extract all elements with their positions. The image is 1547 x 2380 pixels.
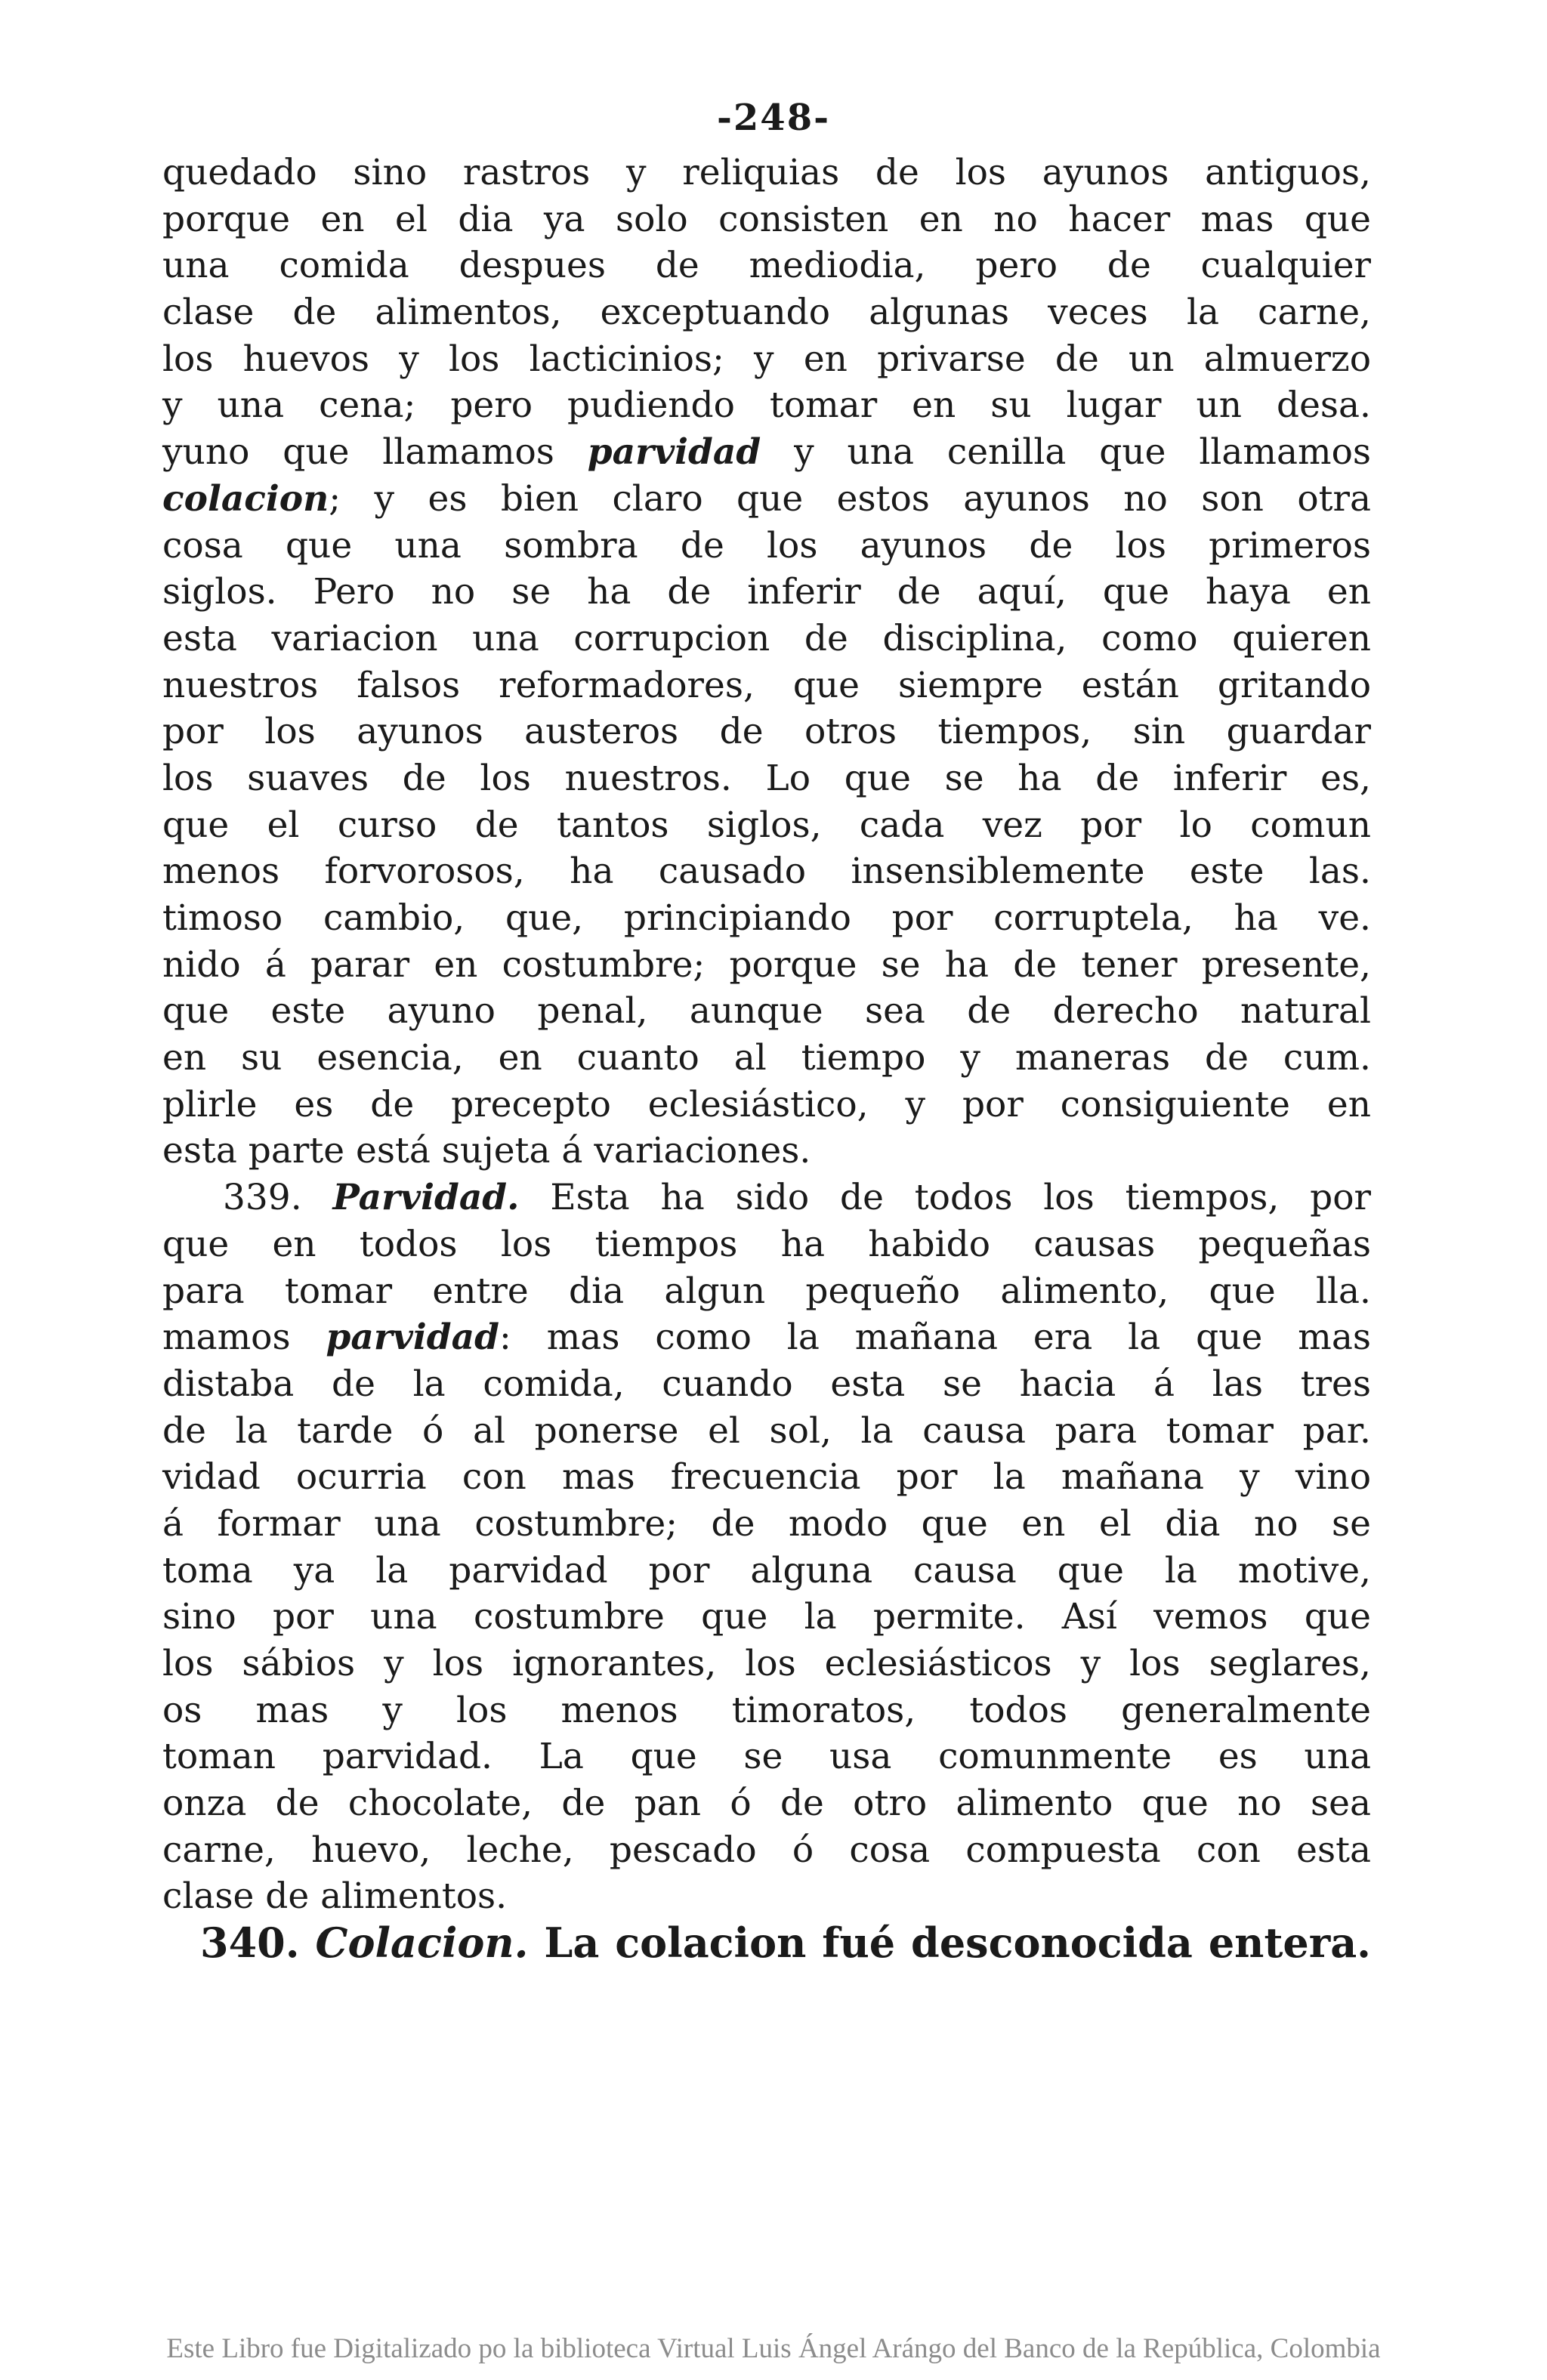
emphasized-term: parvidad (326, 1317, 499, 1359)
section-title: Parvidad. (332, 1177, 520, 1219)
text-line: clase de alimentos. (162, 1875, 508, 1918)
text-line: onza de chocolate, de pan ó de otro alimento que no sea (162, 1783, 1371, 1825)
section-339-first-line (162, 1175, 1371, 1221)
text-fragment: y una cenilla que llamamos (761, 431, 1371, 474)
text-line: menos forvorosos, ha causado insensiblemente este las. (162, 850, 1371, 893)
section-number: 340. (200, 1919, 300, 1968)
text-line: por los ayunos austeros de otros tiempos, sin guardar (162, 711, 1371, 753)
text-line: toman parvidad. La que se usa comunmente es una (162, 1736, 1371, 1778)
text-line: os mas y los menos timoratos, todos generalmente (162, 1689, 1371, 1731)
text-line: clase de alimentos, exceptuando algunas veces la carne, (162, 292, 1371, 334)
text-line (162, 476, 1371, 523)
text-line: plirle es de precepto eclesiástico, y por consiguiente en (162, 1083, 1371, 1125)
text-line: los huevos y los lacticinios; y en privarse de un almuerzo (162, 338, 1371, 380)
text-fragment: yuno que llamamos (162, 431, 588, 474)
emphasized-term: parvidad (587, 431, 761, 474)
text-fragment: ; y es bien claro que estos ayunos no son otra (329, 477, 1371, 520)
text-line (162, 1314, 1371, 1361)
text-line: siglos. Pero no se ha de inferir de aquí, que haya en (162, 571, 1371, 613)
text-line: nuestros falsos reformadores, que siempre están gritando (162, 664, 1371, 706)
text-line: vidad ocurria con mas frecuencia por la mañana y vino (162, 1456, 1371, 1499)
text-line: una comida despues de mediodia, pero de cualquier (162, 245, 1371, 287)
text-line: sino por una costumbre que la permite. Así vemos que (162, 1596, 1371, 1638)
text-line: á formar una costumbre; de modo que en el dia no se (162, 1502, 1371, 1545)
text-line: y una cena; pero pudiendo tomar en su lugar un desa. (162, 384, 1371, 427)
text-line: para tomar entre dia algun pequeño alimento, que lla. (162, 1270, 1371, 1312)
text-line: esta parte está sujeta á variaciones. (162, 1130, 811, 1172)
text-line: nido á parar en costumbre; porque se ha de tener presente, (162, 943, 1371, 986)
text-fragment: Esta ha sido de todos los tiempos, por (519, 1177, 1371, 1219)
text-line: que este ayuno penal, aunque sea de derecho natural (162, 990, 1371, 1033)
text-line: cosa que una sombra de los ayunos de los primeros (162, 524, 1371, 566)
body-text (162, 150, 1371, 1967)
text-line: los sábios y los ignorantes, los eclesiásticos y los seglares, (162, 1643, 1371, 1684)
text-fragment: La colacion fué desconocida entera. (528, 1919, 1371, 1968)
text-line: timoso cambio, que, principiando por corruptela, ha ve. (162, 897, 1371, 939)
text-line: quedado sino rastros y reliquias de los ayunos antiguos, (162, 152, 1371, 193)
text-line: carne, huevo, leche, pescado ó cosa compuesta con esta (162, 1829, 1371, 1871)
page-number: -248- (716, 97, 831, 139)
text-fragment: mamos (162, 1317, 326, 1359)
text-line: porque en el dia ya solo consisten en no hacer mas que (162, 198, 1371, 240)
section-title: Colacion. (315, 1919, 529, 1968)
text-line: de la tarde ó al ponerse el sol, la causa para tomar par. (162, 1409, 1371, 1452)
text-line: esta variacion una corrupcion de disciplina, como quieren (162, 617, 1371, 659)
text-line: toma ya la parvidad por alguna causa que la motive, (162, 1549, 1371, 1591)
text-line: distaba de la comida, cuando esta se hacia á las tres (162, 1363, 1371, 1405)
digitization-footer: Este Libro fue Digitalizado po la biblioteca Virtual Luis Ángel Arángo del Banco de la República, Colombia (166, 2333, 1381, 2364)
text-line: que en todos los tiempos ha habido causas pequeñas (162, 1223, 1371, 1265)
section-number: 339. (223, 1177, 302, 1219)
text-line: que el curso de tantos siglos, cada vez por lo comun (162, 804, 1371, 846)
emphasized-term: colacion (162, 477, 329, 520)
text-line (162, 429, 1371, 476)
text-line: en su esencia, en cuanto al tiempo y maneras de cum. (162, 1037, 1371, 1079)
text-line: los suaves de los nuestros. Lo que se ha de inferir es, (162, 757, 1371, 799)
text-fragment: : mas como la mañana era la que mas (499, 1317, 1371, 1359)
section-340-line (162, 1920, 1371, 1967)
